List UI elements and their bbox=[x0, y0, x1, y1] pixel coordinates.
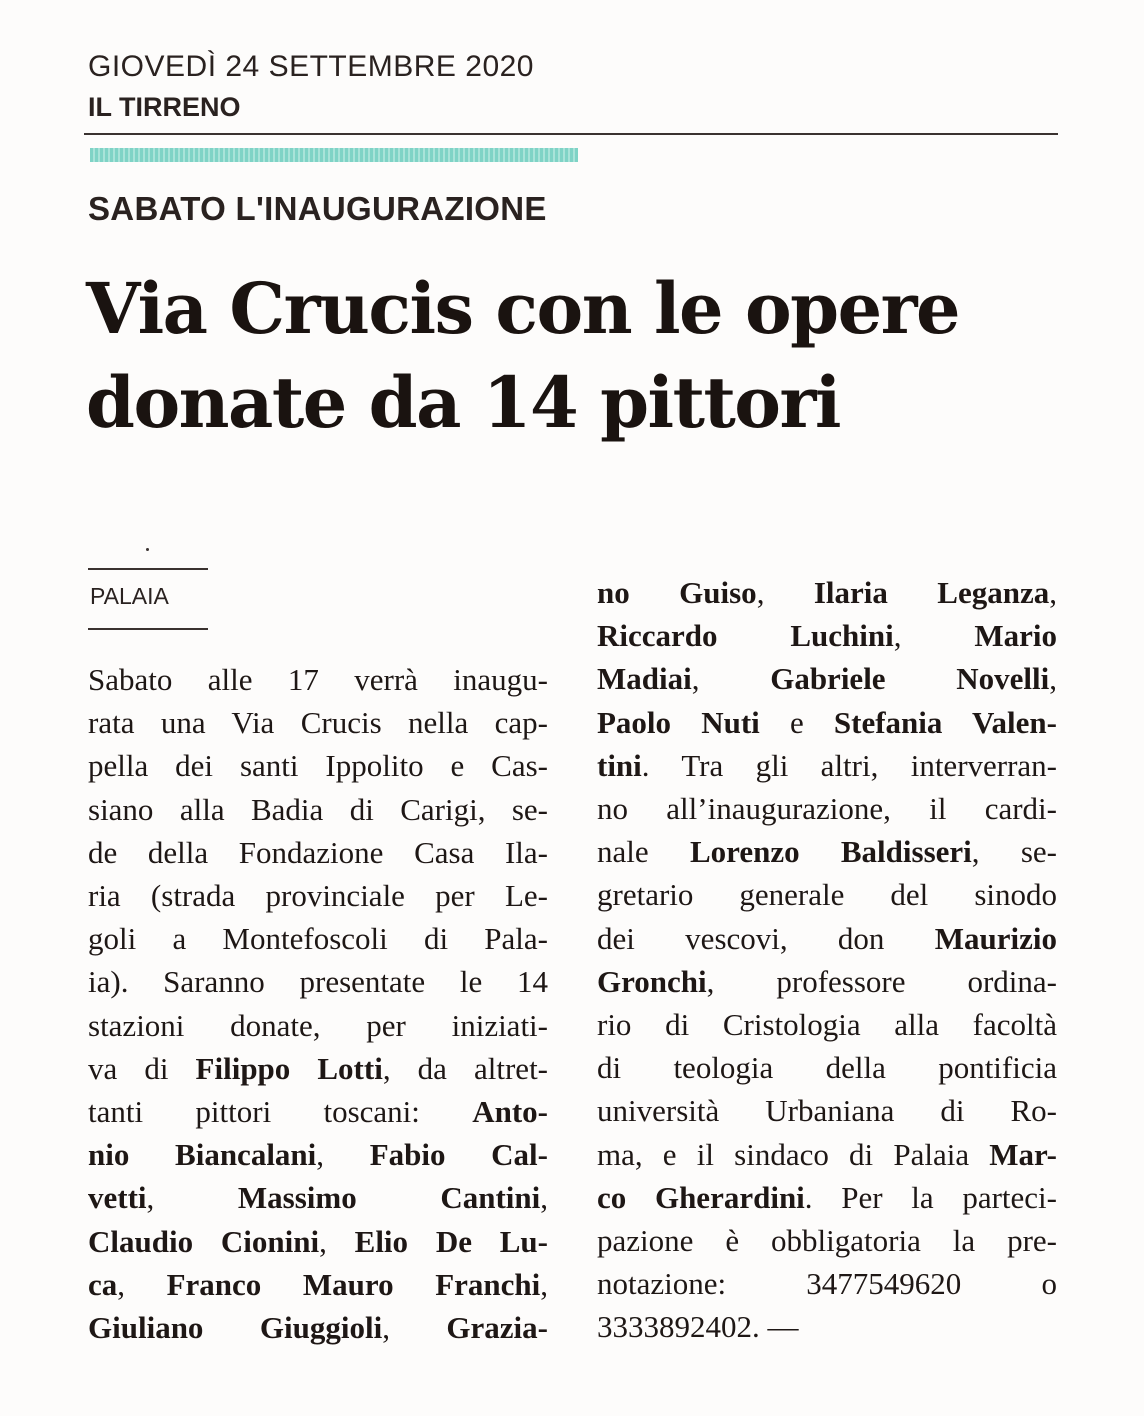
text-run: di teologia della pontificia bbox=[597, 1050, 1057, 1086]
kicker: SABATO L'INAUGURAZIONE bbox=[88, 190, 547, 227]
text-run: pella dei santi Ippolito e Cas- bbox=[88, 748, 548, 784]
text-line bbox=[597, 960, 1057, 1003]
person-name: Ilaria Leganza bbox=[813, 575, 1050, 610]
person-name: Maurizio bbox=[934, 920, 1057, 956]
person-name: Mar- bbox=[989, 1136, 1057, 1172]
text-run: , bbox=[382, 1310, 447, 1346]
text-run: , bbox=[1049, 575, 1057, 610]
text-run: Sabato alle 17 verrà inaugu- bbox=[88, 662, 548, 697]
person-name: Giuliano Giuggioli bbox=[88, 1310, 383, 1346]
person-name: Fabio Cal- bbox=[369, 1137, 548, 1173]
text-run: , bbox=[316, 1137, 370, 1173]
person-name: Paolo Nuti bbox=[597, 704, 760, 740]
person-name: Madiai bbox=[597, 661, 692, 697]
text-line bbox=[88, 1090, 548, 1133]
location-label: PALAIA bbox=[90, 583, 169, 609]
person-name: nio Biancalani bbox=[88, 1137, 317, 1173]
text-run: , bbox=[146, 1180, 238, 1216]
person-name: Stefania Valen- bbox=[833, 704, 1057, 740]
text-run: , da altret- bbox=[382, 1050, 549, 1086]
text-line bbox=[88, 960, 548, 1003]
text-run: . Tra gli altri, interverran- bbox=[641, 747, 1057, 783]
text-line bbox=[88, 788, 548, 831]
text-run: siano alla Badia di Carigi, se- bbox=[88, 791, 548, 827]
speck bbox=[146, 548, 149, 551]
person-name: tini bbox=[597, 747, 642, 783]
text-line bbox=[597, 657, 1057, 700]
text-run: gretario generale del sinodo bbox=[597, 877, 1057, 913]
text-run: , bbox=[756, 575, 814, 610]
text-line bbox=[597, 744, 1057, 787]
person-name: Lorenzo Baldisseri bbox=[689, 834, 972, 870]
text-run: ria (strada provinciale per Le- bbox=[88, 878, 548, 914]
text-run: ia). Saranno presentate le 14 bbox=[88, 964, 548, 1000]
person-name: Franco Mauro Franchi bbox=[166, 1266, 541, 1302]
text-line bbox=[88, 1047, 548, 1090]
text-run: 3333892402. — bbox=[597, 1309, 799, 1345]
text-line bbox=[597, 1046, 1057, 1089]
location-rule-bottom bbox=[88, 628, 208, 630]
person-name: Grazia- bbox=[446, 1310, 548, 1346]
text-line bbox=[88, 831, 548, 874]
text-line bbox=[88, 917, 548, 960]
text-line bbox=[597, 873, 1057, 916]
text-run: rio di Cristologia alla facoltà bbox=[597, 1007, 1057, 1043]
headline-line-1: Via Crucis con le opere bbox=[86, 267, 960, 350]
text-line bbox=[88, 658, 548, 701]
headline bbox=[86, 262, 1086, 450]
body-column-2 bbox=[597, 571, 1057, 1349]
text-line bbox=[88, 1004, 548, 1047]
text-line bbox=[597, 1219, 1057, 1262]
text-line bbox=[597, 571, 1057, 614]
text-line bbox=[597, 1133, 1057, 1176]
text-run: , bbox=[893, 618, 975, 654]
text-line bbox=[597, 1262, 1057, 1305]
person-name: ca bbox=[88, 1266, 118, 1302]
text-line bbox=[88, 874, 548, 917]
text-line bbox=[88, 1133, 548, 1176]
text-line bbox=[597, 1003, 1057, 1046]
person-name: Gronchi bbox=[597, 963, 707, 999]
header-rule bbox=[84, 133, 1058, 135]
text-run: e bbox=[759, 704, 834, 740]
person-name: vetti bbox=[88, 1180, 147, 1216]
person-name: co Gherardini bbox=[597, 1179, 805, 1215]
person-name: Mario bbox=[974, 618, 1058, 654]
text-run: , bbox=[540, 1266, 548, 1302]
body-column-1 bbox=[88, 658, 548, 1349]
text-run: no all’inaugurazione, il cardi- bbox=[597, 791, 1057, 827]
headline-line-2: donate da 14 pittori bbox=[86, 361, 840, 444]
text-run: . Per la parteci- bbox=[804, 1179, 1057, 1215]
text-line bbox=[88, 1263, 548, 1306]
masthead-paper: IL TIRRENO bbox=[88, 92, 241, 122]
text-run: nale bbox=[597, 834, 690, 870]
text-line bbox=[597, 830, 1057, 873]
person-name: Riccardo Luchini bbox=[597, 618, 894, 654]
text-line bbox=[88, 1220, 548, 1263]
text-run: notazione: 3477549620 o bbox=[597, 1266, 1057, 1302]
text-line bbox=[88, 744, 548, 787]
text-line bbox=[597, 701, 1057, 744]
text-run: , bbox=[691, 661, 771, 697]
text-line bbox=[597, 787, 1057, 830]
person-name: Elio De Lu- bbox=[354, 1223, 549, 1259]
text-run: , professore ordina- bbox=[706, 963, 1057, 999]
text-run: de della Fondazione Casa Ila- bbox=[88, 834, 548, 870]
text-run: va di bbox=[88, 1050, 196, 1086]
text-run: , se- bbox=[971, 834, 1057, 870]
person-name: Gabriele Novelli bbox=[770, 661, 1050, 697]
text-line bbox=[88, 701, 548, 744]
text-run: , bbox=[319, 1223, 355, 1259]
person-name: no Guiso bbox=[597, 575, 757, 610]
person-name: Anto- bbox=[472, 1094, 548, 1130]
text-line bbox=[597, 1089, 1057, 1132]
text-run: , bbox=[117, 1266, 167, 1302]
text-run: , bbox=[540, 1180, 548, 1216]
text-run: , bbox=[1049, 661, 1058, 697]
text-line bbox=[597, 1176, 1057, 1219]
person-name: Filippo Lotti bbox=[195, 1050, 383, 1086]
location-rule-top bbox=[88, 568, 208, 570]
accent-bar bbox=[90, 148, 578, 162]
text-run: stazioni donate, per iniziati- bbox=[88, 1007, 548, 1043]
text-run: tanti pittori toscani: bbox=[88, 1094, 473, 1130]
text-run: rata una Via Crucis nella cap- bbox=[88, 705, 548, 741]
text-line bbox=[88, 1306, 548, 1349]
person-name: Massimo Cantini bbox=[237, 1180, 541, 1216]
text-line bbox=[597, 1305, 1057, 1348]
text-run: dei vescovi, don bbox=[597, 920, 935, 956]
text-run: pazione è obbligatoria la pre- bbox=[597, 1223, 1057, 1259]
text-line bbox=[88, 1176, 548, 1219]
text-run: ma, e il sindaco di Palaia bbox=[597, 1136, 990, 1172]
text-run: goli a Montefoscoli di Pala- bbox=[88, 921, 548, 957]
masthead-date: GIOVEDÌ 24 SETTEMBRE 2020 bbox=[88, 50, 534, 83]
person-name: Claudio Cionini bbox=[88, 1223, 320, 1259]
text-run: università Urbaniana di Ro- bbox=[597, 1093, 1057, 1129]
text-line bbox=[597, 614, 1057, 657]
text-line bbox=[597, 917, 1057, 960]
